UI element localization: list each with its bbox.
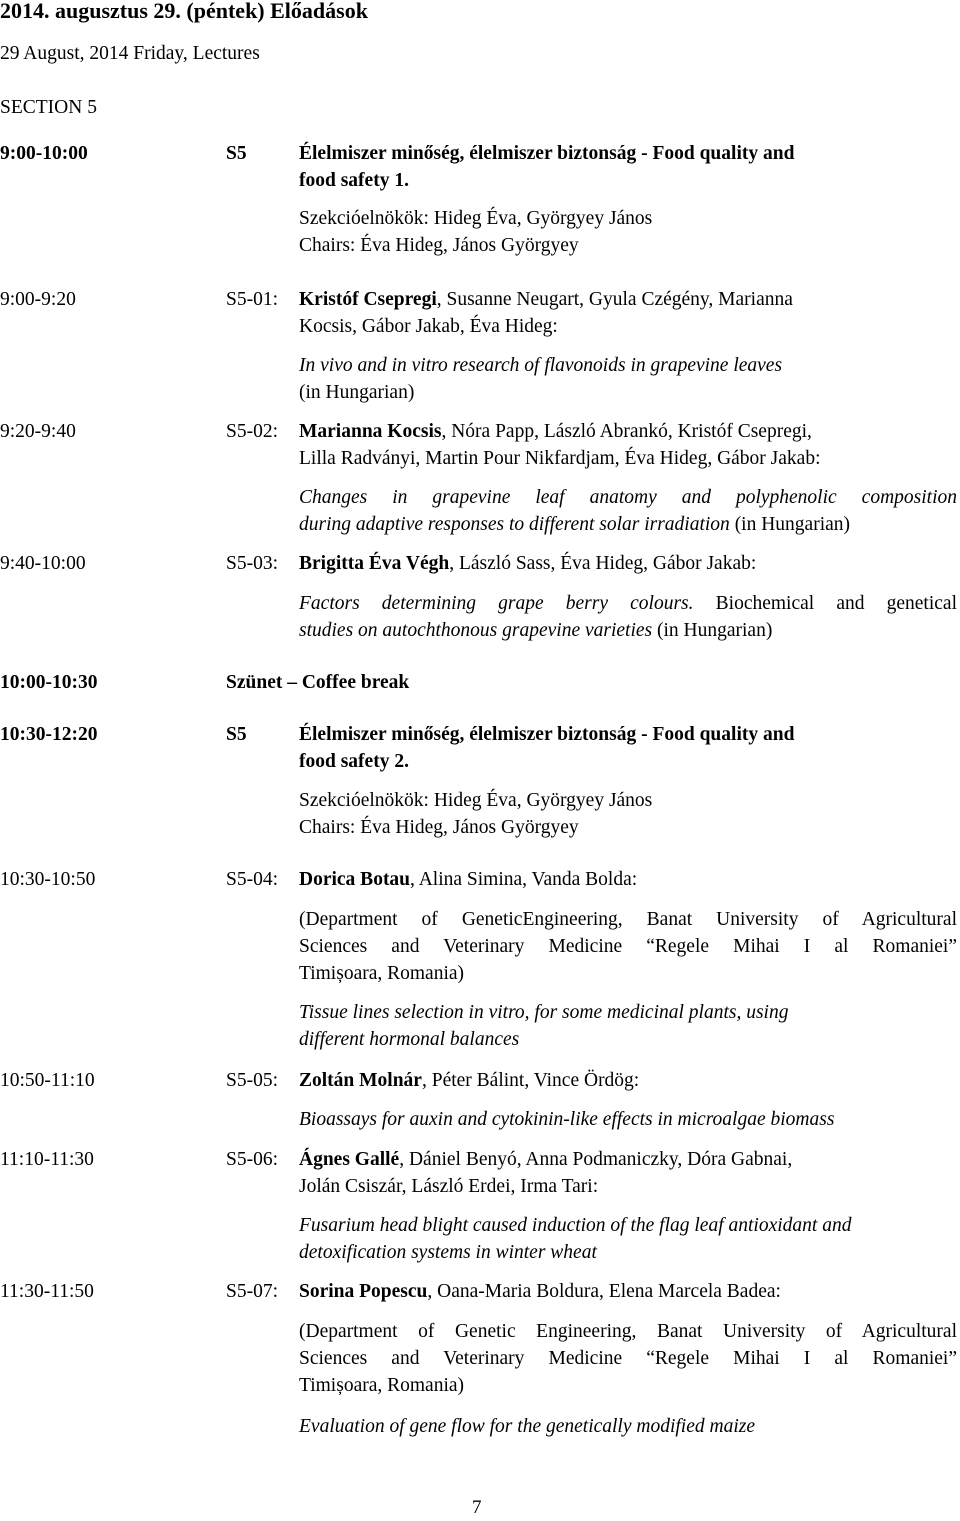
talk-authors: Ágnes Gallé, Dániel Benyó, Anna Podmaniczky, Dóra Gabnai, Jolán Csiszár, László Erdei, Irma Tari: [299, 1149, 793, 1197]
session-chairs: Szekcióelnökök: Hideg Éva, Györgyey János Chairs: Éva Hideg, János Györgyey [299, 790, 653, 838]
talk-title: Bioassays for auxin and cytokinin-like effects in microalgae biomass [299, 1109, 835, 1130]
break-time: 10:00-10:30 [0, 672, 98, 693]
talk-affiliation: (Department of GeneticEngineering, Banat University of Agricultural Sciences and Veterinary Medicine “Regele Mihai I al Romaniei” Timișoara, Romania) [299, 909, 957, 984]
presenter: Kristóf Csepregi [299, 289, 437, 310]
presenter: Brigitta Éva Végh [299, 553, 450, 574]
talk-authors: Zoltán Molnár, Péter Bálint, Vince Ördög: [299, 1070, 640, 1091]
session-title: Élelmiszer minőség, élelmiszer biztonság - Food quality and food safety 2. [299, 724, 795, 772]
talk-affiliation: (Department of Genetic Engineering, Banat University of Agricultural Sciences and Veterinary Medicine “Regele Mihai I al Romaniei” Timișoara, Romania) [299, 1321, 957, 1396]
talk-authors: Sorina Popescu, Oana-Maria Boldura, Elena Marcela Badea: [299, 1281, 781, 1302]
talk-code: S5-03: [226, 553, 279, 574]
talk-time: 11:10-11:30 [0, 1149, 94, 1170]
talk-title: Factors determining grape berry colours. Biochemical and genetical studies on autochthonous grapevine varieties (in Hungarian) [299, 593, 957, 641]
talk-time: 9:40-10:00 [0, 553, 86, 574]
talk-language: (in Hungarian) [734, 514, 851, 535]
talk-code: S5-07: [226, 1281, 279, 1302]
talk-time: 9:00-9:20 [0, 289, 76, 310]
talk-code: S5-02: [226, 421, 279, 442]
break-label: Szünet – Coffee break [226, 672, 410, 693]
talk-code: S5-01: [226, 289, 279, 310]
page-number: 7 [472, 1497, 482, 1518]
talk-code: S5-05: [226, 1070, 279, 1091]
section-heading: SECTION 5 [0, 97, 97, 118]
presenter: Ágnes Gallé [299, 1149, 400, 1170]
session-code: S5 [226, 143, 247, 164]
page-title-hu: 2014. augusztus 29. (péntek) Előadások [0, 0, 368, 23]
talk-title: Tissue lines selection in vitro, for some medicinal plants, using different hormonal balances [299, 1002, 789, 1050]
presenter: Marianna Kocsis [299, 421, 442, 442]
talk-authors: Brigitta Éva Végh, László Sass, Éva Hideg, Gábor Jakab: [299, 553, 757, 574]
talk-title: Changes in grapevine leaf anatomy and polyphenolic composition during adaptive responses to different solar irradiation (in Hungarian) [299, 487, 957, 535]
session-title: Élelmiszer minőség, élelmiszer biztonság - Food quality and food safety 1. [299, 143, 795, 191]
talk-time: 10:50-11:10 [0, 1070, 95, 1091]
presenter: Sorina Popescu [299, 1281, 428, 1302]
presenter: Dorica Botau [299, 869, 411, 890]
talk-title: Fusarium head blight caused induction of the flag leaf antioxidant and detoxification systems in winter wheat [299, 1215, 852, 1263]
talk-time: 10:30-10:50 [0, 869, 96, 890]
page-title-en: 29 August, 2014 Friday, Lectures [0, 43, 260, 64]
presenter: Zoltán Molnár [299, 1070, 422, 1091]
talk-title: Evaluation of gene flow for the genetically modified maize [299, 1416, 755, 1437]
talk-time: 11:30-11:50 [0, 1281, 94, 1302]
talk-title: In vivo and in vitro research of flavonoids in grapevine leaves (in Hungarian) [299, 352, 782, 406]
talk-code: S5-04: [226, 869, 279, 890]
session-chairs: Szekcióelnökök: Hideg Éva, Györgyey János Chairs: Éva Hideg, János Györgyey [299, 208, 653, 256]
talk-language: (in Hungarian) [657, 620, 773, 641]
talk-authors: Kristóf Csepregi, Susanne Neugart, Gyula Czégény, Marianna Kocsis, Gábor Jakab, Éva Hideg: [299, 289, 793, 337]
talk-time: 9:20-9:40 [0, 421, 76, 442]
session-time: 9:00-10:00 [0, 143, 88, 164]
talk-authors: Dorica Botau, Alina Simina, Vanda Bolda: [299, 869, 638, 890]
session-code: S5 [226, 724, 247, 745]
talk-code: S5-06: [226, 1149, 279, 1170]
session-time: 10:30-12:20 [0, 724, 98, 745]
talk-language: (in Hungarian) [299, 382, 415, 403]
talk-authors: Marianna Kocsis, Nóra Papp, László Abrankó, Kristóf Csepregi, Lilla Radványi, Martin Pour Nikfardjam, Éva Hideg, Gábor Jakab: [299, 421, 821, 469]
